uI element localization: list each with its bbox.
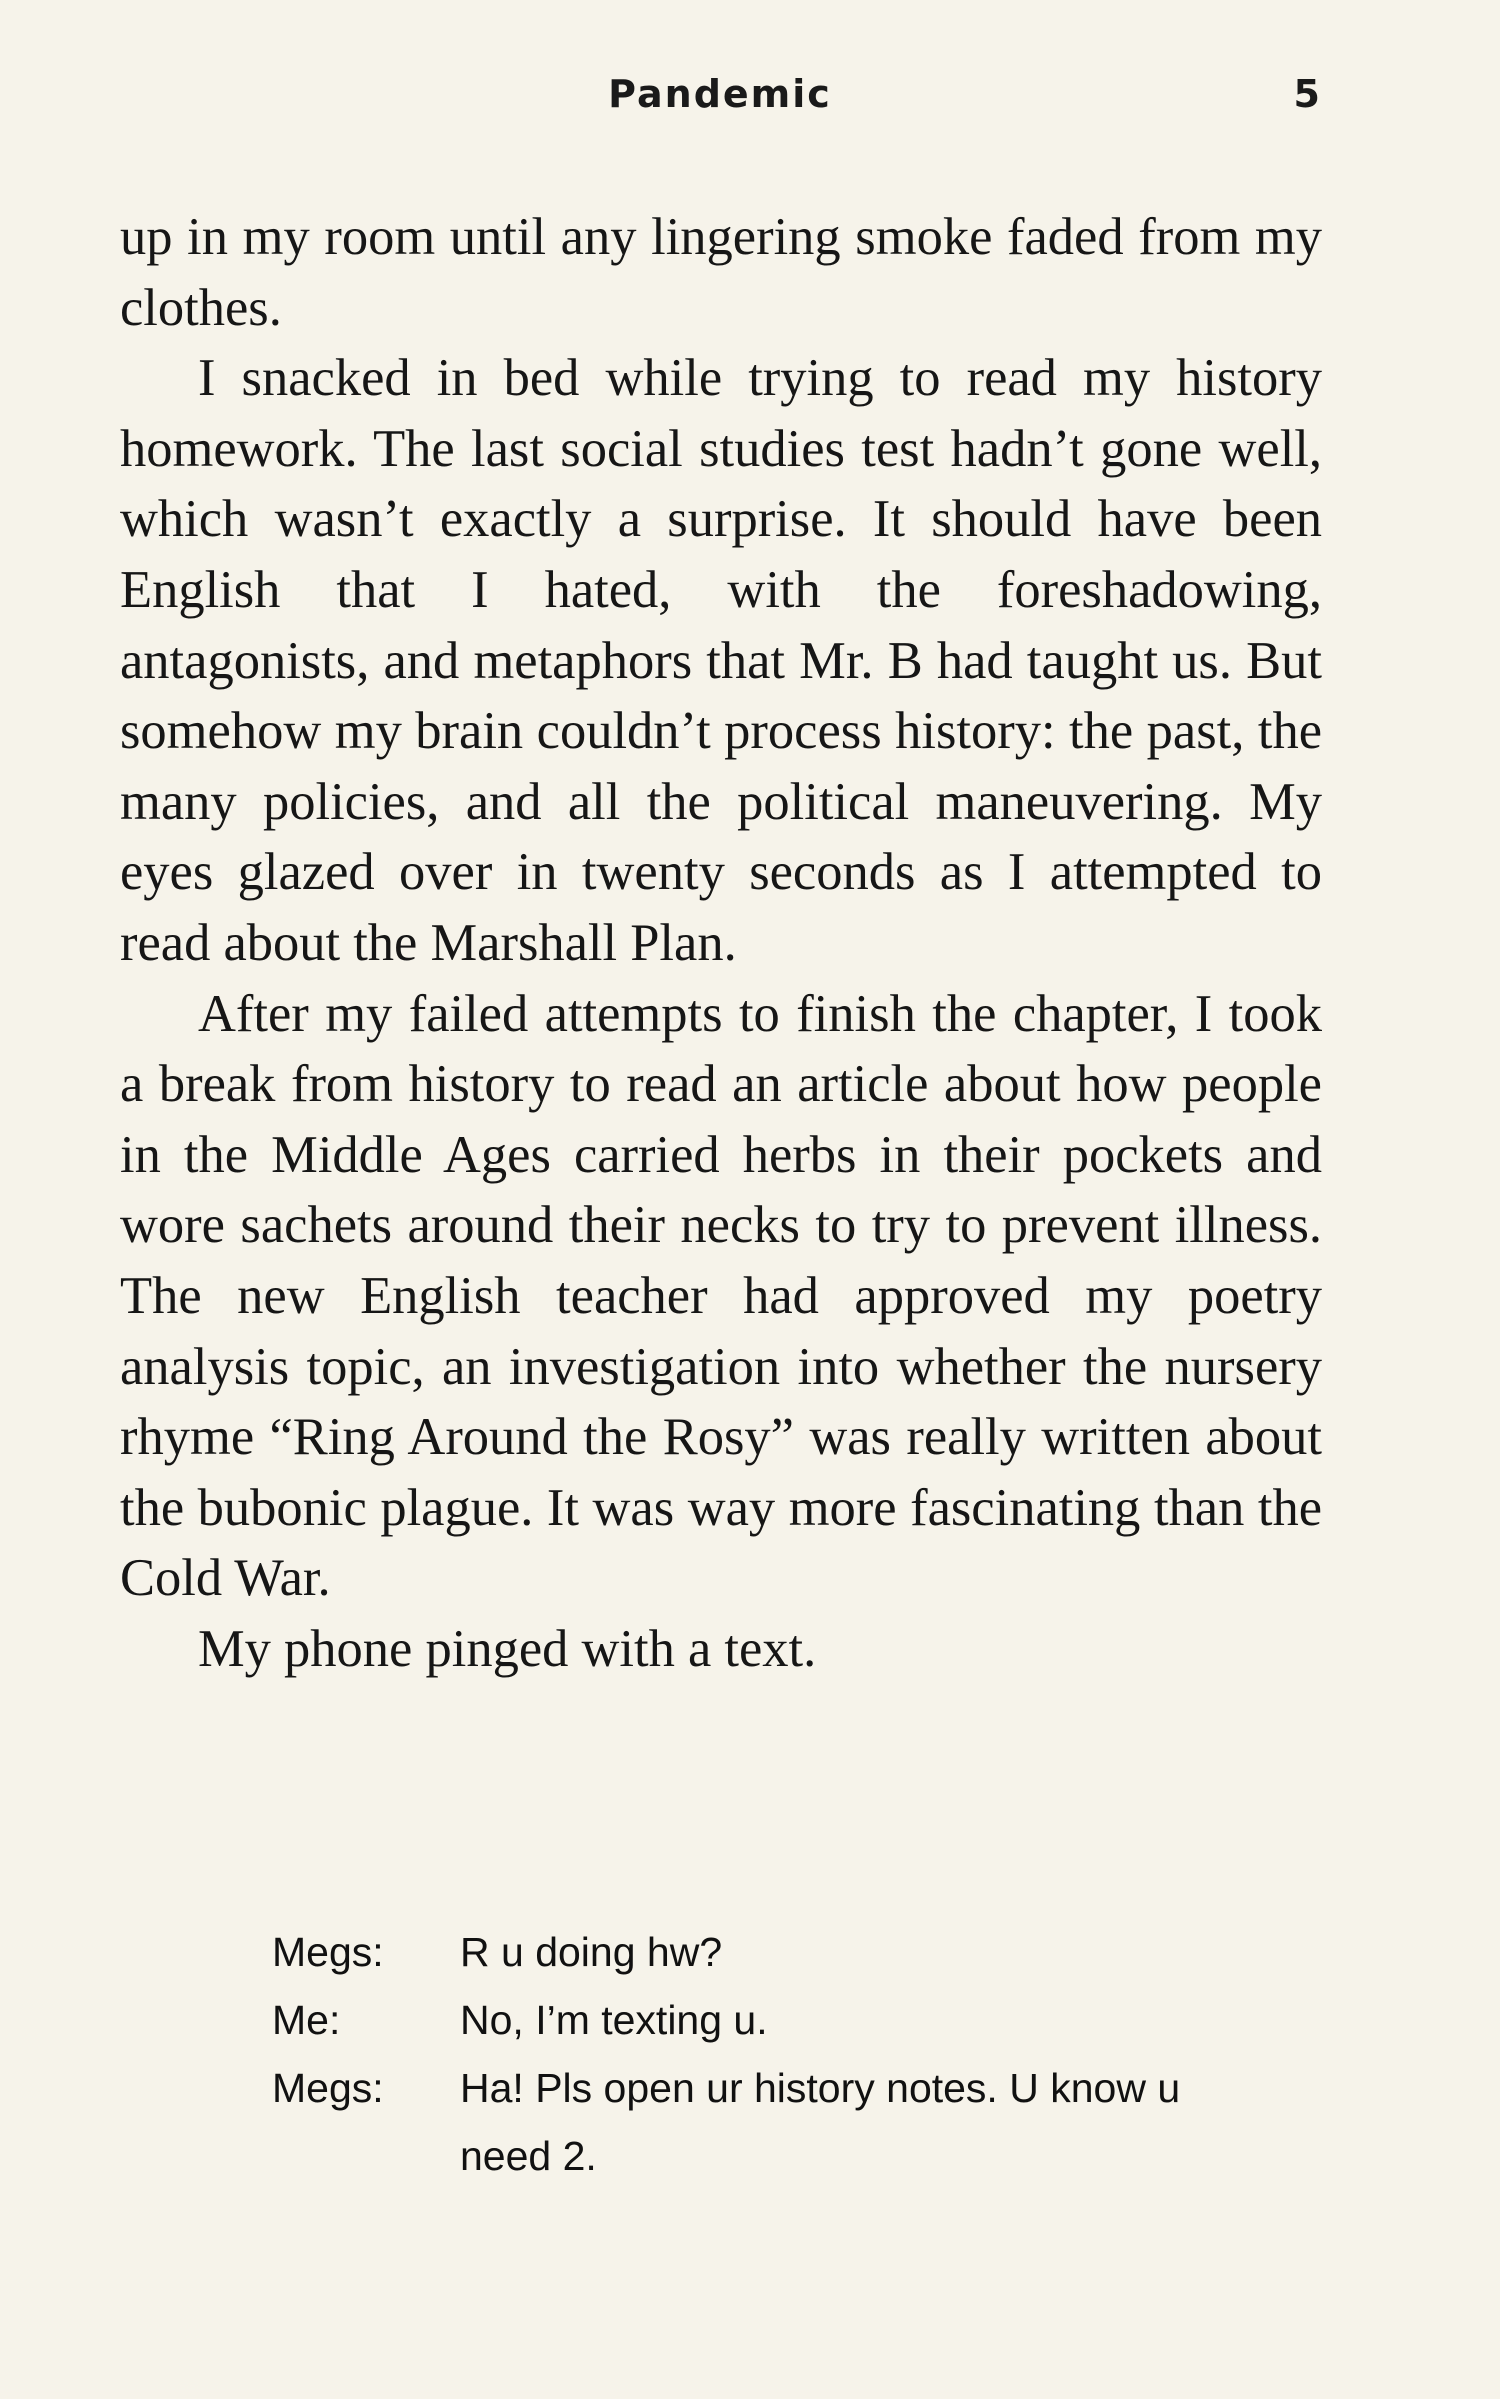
text-message-row <box>272 2054 1272 2190</box>
text-speaker: Me: <box>272 1997 341 2043</box>
text-message-row <box>272 1918 1272 1986</box>
running-title: Pandemic <box>608 72 832 116</box>
body-text <box>120 202 1322 1684</box>
paragraph: up in my room until any lingering smoke faded from my clothes. <box>120 208 1322 337</box>
paragraph: I snacked in bed while trying to read my history homework. The last social studies test hadn’t gone well, which wasn’t exactly a surprise. It should have been English that I hated, with the foreshadowing, antagonists, and metaphors that Mr. B had taught us. But somehow my brain couldn’t process history: the past, the many policies, and all the political maneuvering. My eyes glazed over in twenty seconds as I attempted to read about the Marshall Plan. <box>120 349 1322 972</box>
page-number: 5 <box>1293 72 1320 116</box>
text-message: No, I’m texting u. <box>460 1997 768 2043</box>
text-speaker: Megs: <box>272 1929 384 1975</box>
paragraph: My phone pinged with a text. <box>198 1619 817 1678</box>
text-message-exchange <box>272 1918 1272 2190</box>
paragraph: After my failed attempts to finish the chapter, I took a break from history to read an article about how people in the Middle Ages carried herbs in their pockets and wore sachets around their necks to try to prevent illness. The new English teacher had approved my poetry analysis topic, an investigation into whether the nursery rhyme “Ring Around the Rosy” was really written about the bubonic plague. It was way more fascinating than the Cold War. <box>120 984 1322 1608</box>
text-message: Ha! Pls open ur history notes. U know u need 2. <box>460 2065 1181 2179</box>
text-message: R u doing hw? <box>460 1929 723 1975</box>
text-speaker: Megs: <box>272 2065 384 2111</box>
text-message-row <box>272 1986 1272 2054</box>
page-header <box>120 72 1320 132</box>
